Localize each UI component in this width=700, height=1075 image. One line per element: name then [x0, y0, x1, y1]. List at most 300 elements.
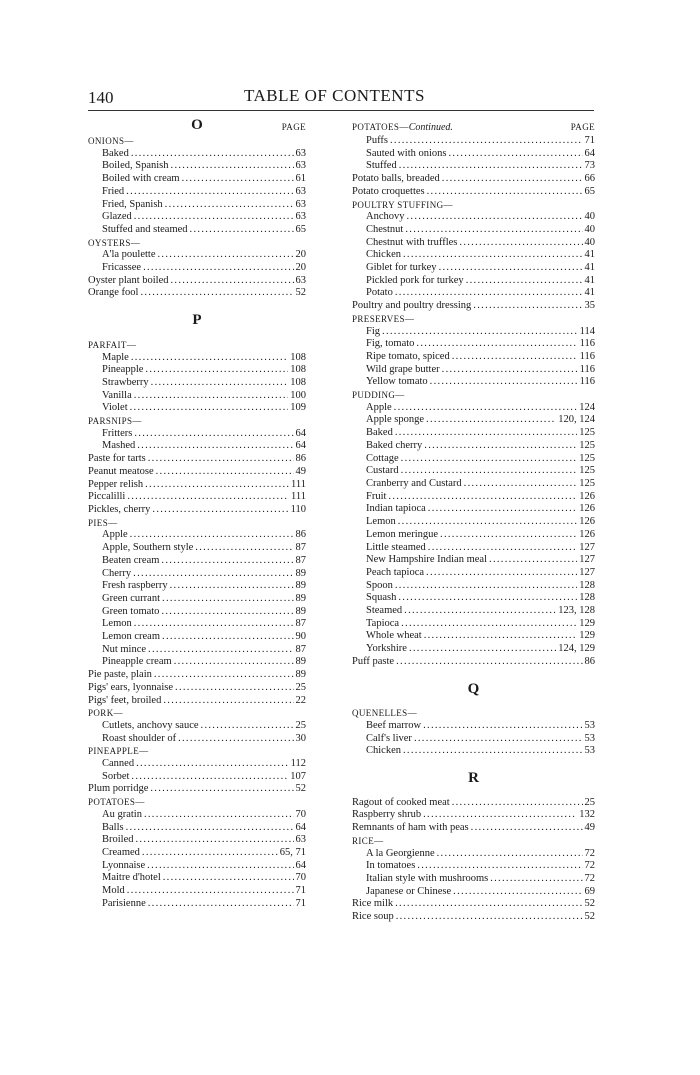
entry-title: Apple sponge: [366, 414, 425, 426]
dot-leader: [148, 453, 294, 466]
entry-title: Cranberry and Custard: [366, 477, 462, 489]
entry-title: Little steamed: [366, 541, 426, 553]
entry-title: In tomatoes: [366, 860, 416, 872]
dot-leader: [137, 440, 293, 453]
sub-entry: [352, 237, 595, 250]
sub-entry: [352, 249, 595, 262]
sub-entry: [352, 860, 595, 873]
section-letter: R: [468, 770, 479, 787]
sub-entry: [352, 580, 595, 593]
section-letter: P: [192, 312, 202, 329]
entry-title: Nut mince: [102, 643, 147, 655]
sub-entry: [352, 440, 595, 453]
sub-entry: [88, 224, 306, 237]
dot-leader: [424, 440, 577, 453]
dot-leader: [395, 580, 577, 593]
entry-page: 71: [584, 135, 595, 146]
entry-page: 64: [584, 147, 595, 159]
entry-title: Lemon meringue: [366, 528, 439, 540]
sub-entry: [352, 618, 595, 631]
entry-title: Yellow tomato: [366, 376, 428, 388]
entry-title: A la Georgienne: [366, 847, 435, 859]
sub-entry: [352, 135, 595, 148]
dot-leader: [437, 848, 583, 861]
entry-title: Lemon cream: [102, 631, 161, 643]
dot-leader: [147, 860, 293, 873]
continued-heading-row: [352, 121, 595, 135]
entry-page: 89: [295, 592, 306, 604]
sub-entry: [352, 554, 595, 567]
sub-entry: [88, 822, 306, 835]
entry-page: 127: [579, 541, 595, 553]
sub-entry: [88, 555, 306, 568]
entry-title: Paste for tarts: [88, 453, 146, 465]
entry-page: 126: [579, 528, 595, 540]
entry-page: 64: [295, 440, 306, 452]
sub-entry: [88, 860, 306, 873]
dot-leader: [170, 580, 294, 593]
entry-page: 53: [584, 745, 595, 757]
entry-page: 52: [584, 911, 595, 923]
category-name: POTATOES—: [352, 122, 409, 132]
entry-title: Chestnut: [366, 223, 404, 235]
dot-leader: [427, 186, 583, 199]
sub-entry: [88, 593, 306, 606]
entry-title: Maitre d'hotel: [102, 872, 161, 884]
entry-title: Baked: [366, 427, 393, 439]
entry-title: Boiled, Spanish: [102, 160, 169, 172]
entry-title: Maple: [102, 351, 129, 363]
entry-page: 124, 129: [558, 643, 595, 655]
entry-page: 90: [295, 631, 306, 643]
page-column-label: PAGE: [570, 122, 595, 132]
entry-page: 25: [584, 796, 595, 808]
entry-title: Potato croquettes: [352, 185, 425, 197]
dot-leader: [396, 656, 582, 669]
sub-entry: [352, 491, 595, 504]
entry-title: Indian tapioca: [366, 503, 426, 515]
sub-entry: [88, 568, 306, 581]
entry-title: Strawberry: [102, 376, 149, 388]
entry-page: 111: [291, 478, 306, 490]
entry-page: 112: [290, 758, 306, 770]
entry-title: Baked cherry: [366, 439, 423, 451]
dot-leader: [162, 593, 293, 606]
sub-entry: [88, 377, 306, 390]
dot-leader: [144, 809, 294, 822]
entry-title: Lyonnaise: [102, 859, 146, 871]
sub-entry: [352, 886, 595, 899]
entry-page: 25: [295, 719, 306, 731]
dot-leader: [388, 491, 577, 504]
sub-entry: [352, 733, 595, 746]
entry-page: 86: [295, 529, 306, 541]
entry-page: 63: [295, 198, 306, 210]
entry-page: 65: [295, 223, 306, 235]
dot-leader: [442, 364, 578, 377]
sub-entry: [88, 211, 306, 224]
entry-title: Chestnut with truffles: [366, 236, 458, 248]
section-heading-row: [88, 117, 306, 135]
entry-title: Fresh raspberry: [102, 580, 168, 592]
sub-entry: [352, 262, 595, 275]
entry-title: Beaten cream: [102, 554, 160, 566]
dot-leader: [131, 148, 294, 161]
dot-leader: [151, 377, 289, 390]
entry-page: 52: [295, 783, 306, 795]
entry-title: Anchovy: [366, 211, 405, 223]
entry-page: 41: [584, 274, 595, 286]
dot-leader: [163, 695, 293, 708]
sub-entry: [88, 173, 306, 186]
index-entry: [88, 669, 306, 682]
sub-entry: [88, 834, 306, 847]
sub-entry: [88, 199, 306, 212]
dot-leader: [401, 465, 578, 478]
sub-entry: [88, 885, 306, 898]
entry-page: 116: [579, 376, 595, 388]
sub-entry: [352, 643, 595, 656]
entry-title: Pineapple: [102, 364, 144, 376]
category-heading: PUDDING—: [352, 390, 405, 401]
entry-title: Baked: [102, 147, 129, 159]
continued-label: Continued.: [408, 122, 453, 133]
dot-leader: [409, 643, 556, 656]
entry-page: 63: [295, 147, 306, 159]
dot-leader: [134, 211, 294, 224]
entry-title: Fritters: [102, 427, 133, 439]
category-heading: PARFAIT—: [88, 339, 137, 350]
dot-leader: [136, 834, 294, 847]
entry-page: 129: [579, 617, 595, 629]
section-letter: Q: [467, 680, 480, 697]
entry-page: 125: [579, 427, 595, 439]
category-heading: PARSNIPS—: [88, 416, 142, 427]
entry-page: 108: [290, 351, 306, 363]
entry-title: Peanut meatose: [88, 465, 154, 477]
index-entry: [88, 466, 306, 479]
dot-leader: [405, 224, 582, 237]
dot-leader: [449, 148, 583, 161]
entry-title: Italian style with mushrooms: [366, 872, 489, 884]
dot-leader: [439, 262, 583, 275]
sub-entry: [88, 352, 306, 365]
index-entry: [88, 453, 306, 466]
sub-entry: [88, 148, 306, 161]
dot-leader: [156, 466, 294, 479]
dot-leader: [395, 427, 577, 440]
sub-entry: [88, 262, 306, 275]
entry-page: 89: [295, 605, 306, 617]
entry-page: 69: [584, 885, 595, 897]
sub-entry: [352, 160, 595, 173]
entry-title: Chicken: [366, 249, 401, 261]
entry-page: 86: [295, 453, 306, 465]
sub-entry: [88, 249, 306, 262]
index-entry: [88, 275, 306, 288]
entry-page: 71: [295, 885, 306, 897]
sub-entry: [88, 186, 306, 199]
sub-entry: [88, 160, 306, 173]
entry-page: 107: [290, 770, 306, 782]
index-entry: [352, 822, 595, 835]
entry-title: Fricassee: [102, 262, 142, 274]
entry-title: Rice milk: [352, 898, 394, 910]
entry-page: 63: [295, 185, 306, 197]
sub-entry: [352, 567, 595, 580]
dot-leader: [417, 860, 582, 873]
sub-entry: [352, 465, 595, 478]
dot-leader: [442, 173, 583, 186]
entry-title: Broiled: [102, 834, 134, 846]
entry-page: 120, 124: [558, 414, 595, 426]
index-entry: [352, 173, 595, 186]
entry-page: 89: [295, 567, 306, 579]
entry-page: 52: [584, 898, 595, 910]
entry-title: Wild grape butter: [366, 363, 440, 375]
entry-title: Vanilla: [102, 389, 132, 401]
entry-page: 49: [584, 822, 595, 834]
dot-leader: [174, 656, 294, 669]
entry-title: Fried: [102, 185, 125, 197]
index-entry: [88, 287, 306, 300]
sub-entry: [88, 720, 306, 733]
sub-entry: [352, 427, 595, 440]
dot-leader: [131, 771, 288, 784]
dot-leader: [459, 237, 582, 250]
entry-title: Plum porridge: [88, 783, 149, 795]
entry-page: 66: [584, 173, 595, 185]
category-heading: PRESERVES—: [352, 313, 415, 324]
dot-leader: [452, 797, 583, 810]
page-number: 140: [88, 88, 114, 107]
category-heading: OYSTERS—: [88, 237, 141, 248]
dot-leader: [401, 618, 577, 631]
entry-title: Stuffed and steamed: [102, 223, 188, 235]
dot-leader: [390, 135, 583, 148]
index-entry: [88, 682, 306, 695]
dot-leader: [182, 173, 294, 186]
sub-entry: [88, 390, 306, 403]
section-letter: O: [191, 117, 203, 133]
dot-leader: [489, 554, 577, 567]
dot-leader: [394, 402, 578, 415]
dot-leader: [471, 822, 583, 835]
entry-title: Orange fool: [88, 287, 139, 299]
entry-title: Fig: [366, 325, 381, 337]
sub-entry: [352, 745, 595, 758]
entry-page: 40: [584, 211, 595, 223]
entry-page: 72: [584, 847, 595, 859]
entry-title: Ragout of cooked meat: [352, 796, 450, 808]
dot-leader: [440, 529, 577, 542]
sub-entry: [352, 516, 595, 529]
sub-entry: [352, 478, 595, 491]
dot-leader: [473, 300, 582, 313]
entry-page: 41: [584, 262, 595, 274]
entry-page: 53: [584, 719, 595, 731]
dot-leader: [423, 720, 582, 733]
entry-title: Yorkshire: [366, 643, 407, 655]
dot-leader: [170, 275, 293, 288]
entry-title: A'la poulette: [102, 249, 156, 261]
sub-entry: [352, 287, 595, 300]
sub-entry: [352, 848, 595, 861]
entry-title: Raspberry shrub: [352, 809, 422, 821]
entry-title: Remnants of ham with peas: [352, 822, 469, 834]
sub-entry: [88, 580, 306, 593]
entry-page: 127: [579, 554, 595, 566]
dot-leader: [145, 479, 289, 492]
dot-leader: [403, 745, 583, 758]
entry-title: Peach tapioca: [366, 566, 425, 578]
sub-entry: [352, 873, 595, 886]
category-heading: RICE—: [352, 835, 384, 846]
sub-entry: [88, 428, 306, 441]
entry-page: 128: [579, 592, 595, 604]
sub-entry: [88, 631, 306, 644]
entry-page: 20: [295, 262, 306, 274]
dot-leader: [407, 211, 583, 224]
entry-title: Giblet for turkey: [366, 262, 437, 274]
dot-leader: [165, 199, 294, 212]
entry-title: Violet: [102, 402, 128, 414]
dot-leader: [154, 669, 294, 682]
dot-leader: [428, 542, 577, 555]
entry-title: Lemon: [102, 618, 132, 630]
index-entry: [352, 809, 595, 822]
sub-entry: [352, 326, 595, 339]
sub-entry: [352, 542, 595, 555]
dot-leader: [416, 338, 577, 351]
sub-entry: [352, 275, 595, 288]
entry-page: 52: [295, 287, 306, 299]
dot-leader: [131, 352, 288, 365]
sub-entry: [88, 618, 306, 631]
dot-leader: [145, 364, 288, 377]
entry-title: Steamed: [366, 605, 403, 617]
entry-page: 65, 71: [279, 846, 306, 858]
index-column-right: [352, 121, 595, 924]
entry-page: 70: [295, 872, 306, 884]
entry-title: Mold: [102, 885, 125, 897]
sub-entry: [88, 402, 306, 415]
entry-page: 127: [579, 566, 595, 578]
entry-title: Pineapple cream: [102, 656, 172, 668]
entry-page: 124: [579, 401, 595, 413]
index-entry: [352, 186, 595, 199]
entry-title: Custard: [366, 465, 399, 477]
entry-page: 35: [584, 300, 595, 312]
sub-entry: [352, 402, 595, 415]
entry-page: 108: [290, 364, 306, 376]
entry-page: 110: [290, 503, 306, 515]
entry-page: 116: [579, 363, 595, 375]
entry-page: 89: [295, 656, 306, 668]
entry-page: 53: [584, 732, 595, 744]
entry-title: New Hampshire Indian meal: [366, 554, 488, 566]
entry-title: Whole wheat: [366, 630, 422, 642]
dot-leader: [195, 542, 293, 555]
entry-title: Fruit: [366, 490, 387, 502]
dot-leader: [142, 847, 278, 860]
entry-page: 70: [295, 808, 306, 820]
dot-leader: [162, 631, 293, 644]
category-heading: PINEAPPLE—: [88, 746, 149, 757]
entry-page: 71: [295, 897, 306, 909]
dot-leader: [126, 186, 293, 199]
dot-leader: [178, 733, 293, 746]
entry-title: Rice soup: [352, 911, 394, 923]
dot-leader: [403, 249, 583, 262]
entry-page: 86: [584, 655, 595, 667]
dot-leader: [175, 682, 293, 695]
dot-leader: [452, 351, 578, 364]
dot-leader: [398, 516, 578, 529]
entry-page: 126: [579, 516, 595, 528]
entry-title: Apple: [366, 401, 392, 413]
sub-entry: [352, 592, 595, 605]
entry-title: Cutlets, anchovy sauce: [102, 719, 199, 731]
entry-page: 116: [579, 350, 595, 362]
entry-page: 89: [295, 669, 306, 681]
entry-page: 108: [290, 376, 306, 388]
sub-entry: [88, 872, 306, 885]
dot-leader: [466, 275, 583, 288]
dot-leader: [430, 376, 578, 389]
dot-leader: [127, 885, 294, 898]
entry-page: 63: [295, 834, 306, 846]
entry-title: Lemon: [366, 516, 396, 528]
sub-entry: [352, 376, 595, 389]
sub-entry: [88, 606, 306, 619]
dot-leader: [171, 160, 294, 173]
entry-page: 63: [295, 274, 306, 286]
dot-leader: [426, 567, 577, 580]
dot-leader: [396, 911, 583, 924]
entry-title: Fried, Spanish: [102, 198, 163, 210]
entry-page: 40: [584, 236, 595, 248]
entry-page: 128: [579, 579, 595, 591]
dot-leader: [140, 287, 293, 300]
dot-leader: [395, 898, 582, 911]
sub-entry: [88, 771, 306, 784]
sub-entry: [352, 338, 595, 351]
dot-leader: [398, 592, 577, 605]
index-entry: [352, 898, 595, 911]
entry-title: Sorbet: [102, 770, 130, 782]
dot-leader: [161, 606, 293, 619]
entry-page: 73: [584, 160, 595, 172]
entry-page: 72: [584, 860, 595, 872]
sub-entry: [352, 503, 595, 516]
sub-entry: [352, 630, 595, 643]
dot-leader: [453, 886, 582, 899]
dot-leader: [152, 504, 288, 517]
sub-entry: [88, 542, 306, 555]
continued-category: [352, 121, 453, 135]
index-entry: [88, 504, 306, 517]
dot-leader: [148, 644, 293, 657]
entry-title: Boiled with cream: [102, 173, 180, 185]
dot-leader: [404, 605, 556, 618]
entry-title: Mashed: [102, 440, 136, 452]
index-column-left: [88, 117, 306, 910]
entry-title: Puff paste: [352, 655, 395, 667]
entry-page: 116: [579, 338, 595, 350]
entry-page: 64: [295, 859, 306, 871]
category-heading: POULTRY STUFFING—: [352, 199, 453, 210]
